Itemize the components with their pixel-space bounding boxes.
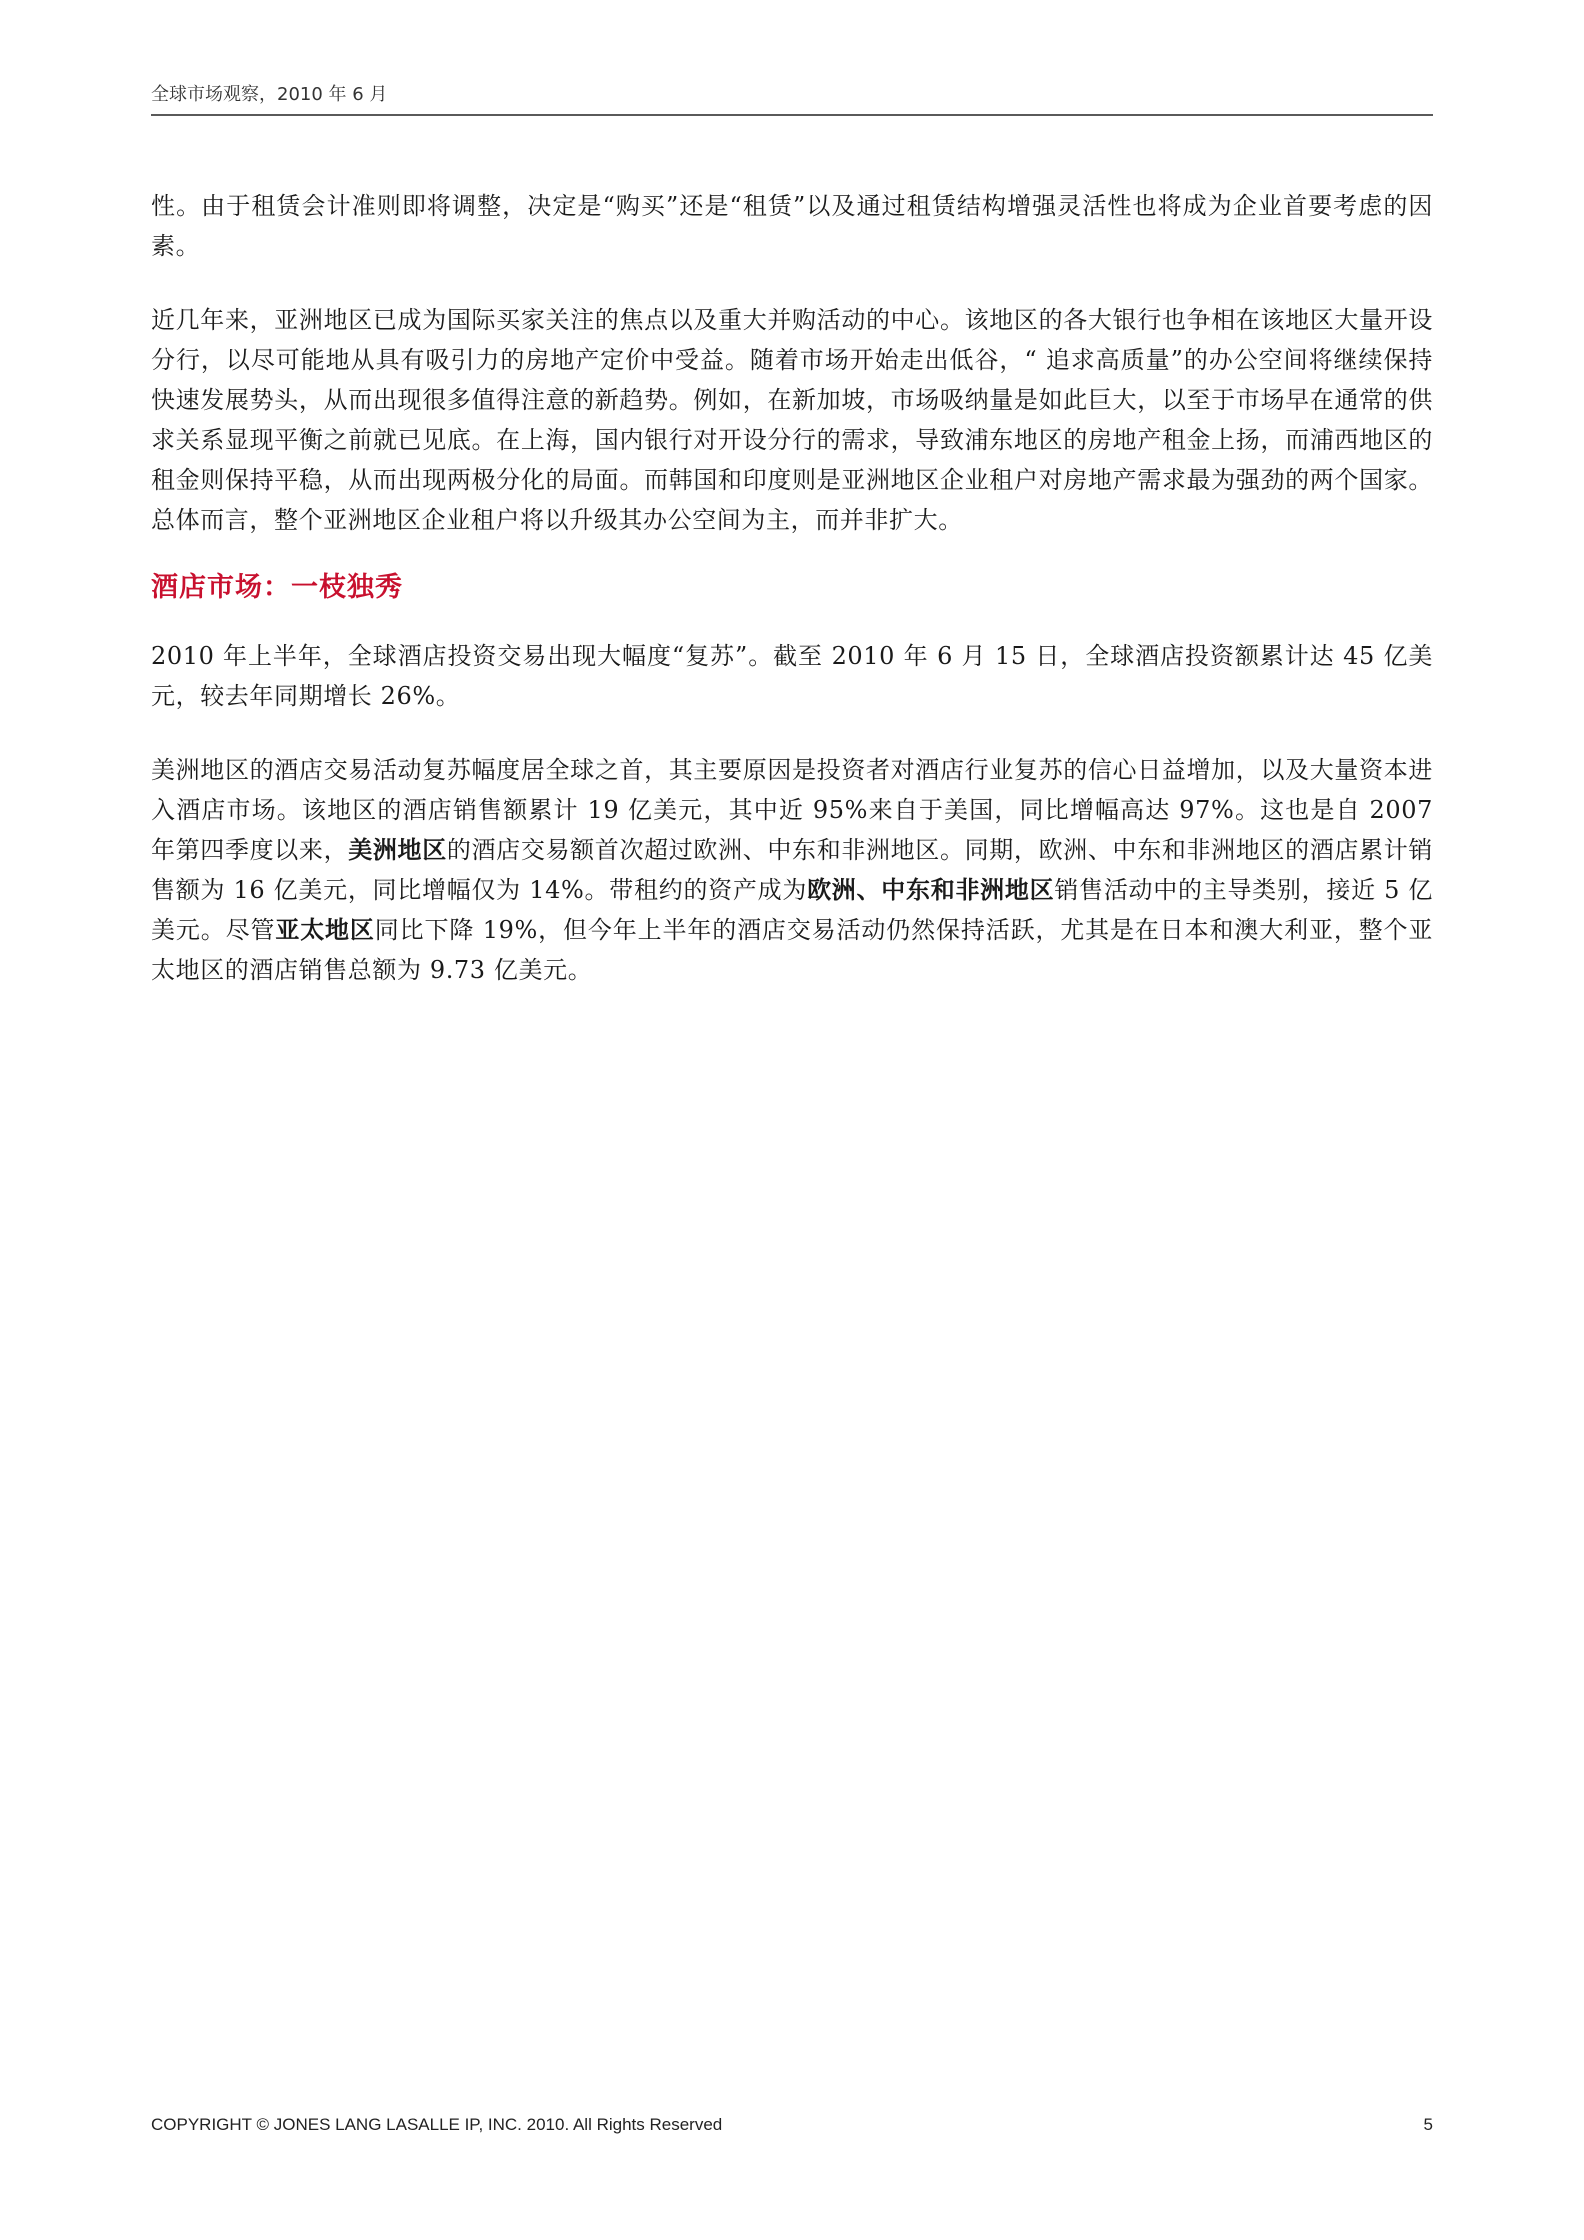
copyright-notice: COPYRIGHT © JONES LANG LASALLE IP, INC. 2010. All Rights Reserved <box>151 2115 723 2134</box>
emphasis-emea: 欧洲、中东和非洲地区 <box>807 875 1055 904</box>
body-paragraph-1: 性。由于租赁会计准则即将调整，决定是“购买”还是“租赁”以及通过租赁结构增强灵活性也将成为企业首要考虑的因素。 <box>151 192 1433 260</box>
paragraph-4-text-4: 同比下降 19%，但今年上半年的酒店交易活动仍然保持活跃，尤其是在日本和澳大利亚，整个亚太地区的酒店销售总额为 9.73 亿美元。 <box>151 916 1434 984</box>
main-content <box>151 186 1433 990</box>
paragraph-4-text-1: 美洲地区的酒店交易活动复苏幅度居全球之首，其主要原因是投资者对酒店行业复苏的信心日益增加，以及大量资本进入酒店市场。该地区的酒店销售额累计 19 亿美元，其中近 95%来自于美国，同比增幅高达 97%。这也是自 2007 年第四季度以来， <box>151 756 1433 864</box>
body-paragraph-4 <box>151 750 1433 990</box>
page-footer <box>151 2110 1433 2140</box>
body-paragraph-3: 2010 年上半年，全球酒店投资交易出现大幅度“复苏”。截至 2010 年 6 月 15 日，全球酒店投资额累计达 45 亿美元，较去年同期增长 26%。 <box>151 642 1433 710</box>
emphasis-asia-pacific: 亚太地区 <box>275 915 375 944</box>
section-heading-hotel-market: 酒店市场：一枝独秀 <box>151 572 403 603</box>
paragraph-4-text-3: 销售活动中的主导类别，接近 5 亿美元。尽管 <box>151 876 1433 944</box>
page-header <box>151 82 1433 116</box>
page-number: 5 <box>1423 2115 1433 2134</box>
header-title: 全球市场观察，2010 年 6 月 <box>151 84 388 105</box>
paragraph-4-text-2: 的酒店交易额首次超过欧洲、中东和非洲地区。同期，欧洲、中东和非洲地区的酒店累计销售额为 16 亿美元，同比增幅仅为 14%。带租约的资产成为 <box>151 836 1433 904</box>
emphasis-americas: 美洲地区 <box>348 835 447 864</box>
body-paragraph-2: 近几年来，亚洲地区已成为国际买家关注的焦点以及重大并购活动的中心。该地区的各大银行也争相在该地区大量开设分行，以尽可能地从具有吸引力的房地产定价中受益。随着市场开始走出低谷，“ 追求高质量”的办公空间将继续保持快速发展势头，从而出现很多值得注意的新趋势。例如，在新加坡，市场吸纳量是如此巨大，以至于市场早在通常的供求关系显现平衡之前就已见底。在上海，国内银行对开设分行的需求，导致浦东地区的房地产租金上扬，而浦西地区的租金则保持平稳，从而出现两极分化的局面。而韩国和印度则是亚洲地区企业租户对房地产需求最为强劲的两个国家。总体而言，整个亚洲地区企业租户将以升级其办公空间为主，而并非扩大。 <box>151 306 1433 534</box>
